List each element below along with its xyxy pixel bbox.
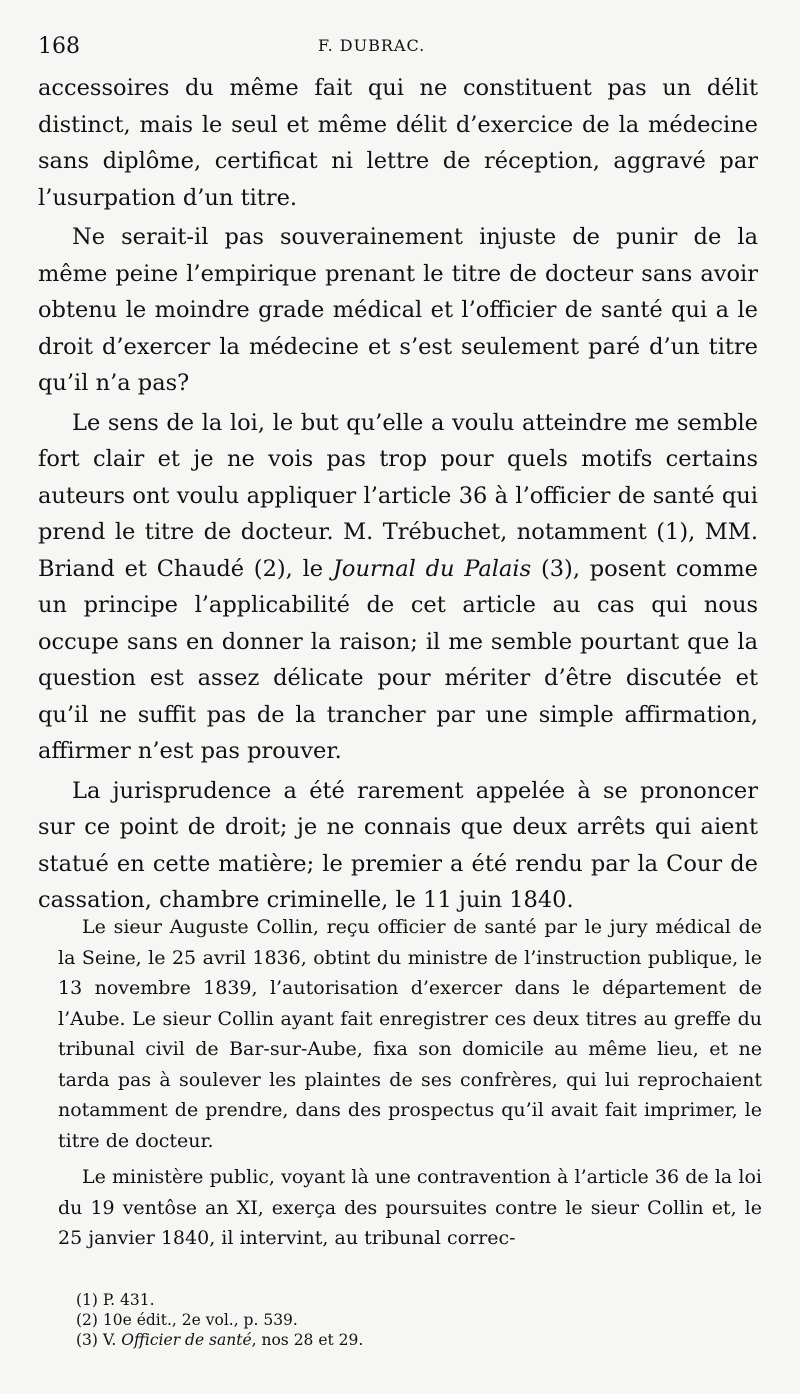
paragraph-law-sense bbox=[38, 405, 758, 770]
main-text bbox=[38, 70, 758, 922]
footnote-text: (3) V. bbox=[76, 1331, 122, 1349]
page-number: 168 bbox=[38, 34, 80, 59]
footnote bbox=[76, 1330, 576, 1350]
paragraph-text: (3), posent comme un principe l’applicabilité de cet article au cas qui nous occupe sans en donner la raison; il me semble pourtant que la question est assez délicate pour mériter d’être discutée et qu’il ne suffit pas de la trancher par une simple affirmation, affirmer n’est pas prouver. bbox=[38, 555, 758, 764]
footnote: (2) 10e édit., 2e vol., p. 539. bbox=[76, 1311, 298, 1329]
paragraph-jurisprudence: La jurisprudence a été rarement appelée à se prononcer sur ce point de droit; je ne connais que deux arrêts qui aient statué en cette matière; le premier a été rendu par la Cour de cassation, chambre criminelle, le 11 juin 1840. bbox=[38, 777, 758, 913]
paragraph-text: Le sens de la loi, le but qu’elle a voulu atteindre me semble fort clair et je ne vois pas trop pour quels motifs certains auteurs ont voulu appliquer l’article 36 à l’officier de santé qui prend le titre de docteur. M. Trébuchet, notamment (1), MM. Briand et Chaudé (2), le bbox=[38, 409, 758, 582]
case-paragraph: Le sieur Auguste Collin, reçu officier de santé par le jury médical de la Seine, le 25 avril 1836, obtint du ministre de l’instruction publique, le 13 novembre 1839, l’autorisation d’exercer dans le département de l’Aube. Le sieur Collin ayant fait enregistrer ces deux titres au greffe du tribunal civil de Bar-sur-Aube, fixa son domicile au même lieu, et ne tarda pas à soulever les plaintes de ses confrères, qui lui reprochaient notamment de prendre, dans des prospectus qu’il avait fait imprimer, le titre de docteur. bbox=[58, 916, 762, 1152]
footnotes bbox=[76, 1290, 576, 1350]
journal-title: Journal du Palais bbox=[332, 555, 532, 582]
case-paragraph: Le ministère public, voyant là une contravention à l’article 36 de la loi du 19 ventôse an XI, exerça des poursuites contre le sieur Collin et, le 25 janvier 1840, il intervint, au tribunal correc- bbox=[58, 1166, 762, 1249]
page-header bbox=[38, 34, 778, 64]
paragraph-question: Ne serait-il pas souverainement injuste de punir de la même peine l’empirique prenant le titre de docteur sans avoir obtenu le moindre grade médical et l’officier de santé qui a le droit d’exercer la médecine et s’est seulement paré d’un titre qu’il n’a pas? bbox=[38, 224, 758, 396]
footnote: (1) P. 431. bbox=[76, 1291, 155, 1309]
running-head: F. DUBRAC. bbox=[318, 36, 426, 55]
paragraph-continued: accessoires du même fait qui ne constituent pas un délit distinct, mais le seul et même délit d’exercice de la médecine sans diplôme, certificat ni lettre de réception, aggravé par l’usurpation d’un titre. bbox=[38, 75, 758, 211]
case-summary bbox=[58, 912, 762, 1260]
footnote-text: , nos 28 et 29. bbox=[251, 1331, 364, 1349]
footnote-italic: Officier de santé bbox=[121, 1331, 252, 1349]
